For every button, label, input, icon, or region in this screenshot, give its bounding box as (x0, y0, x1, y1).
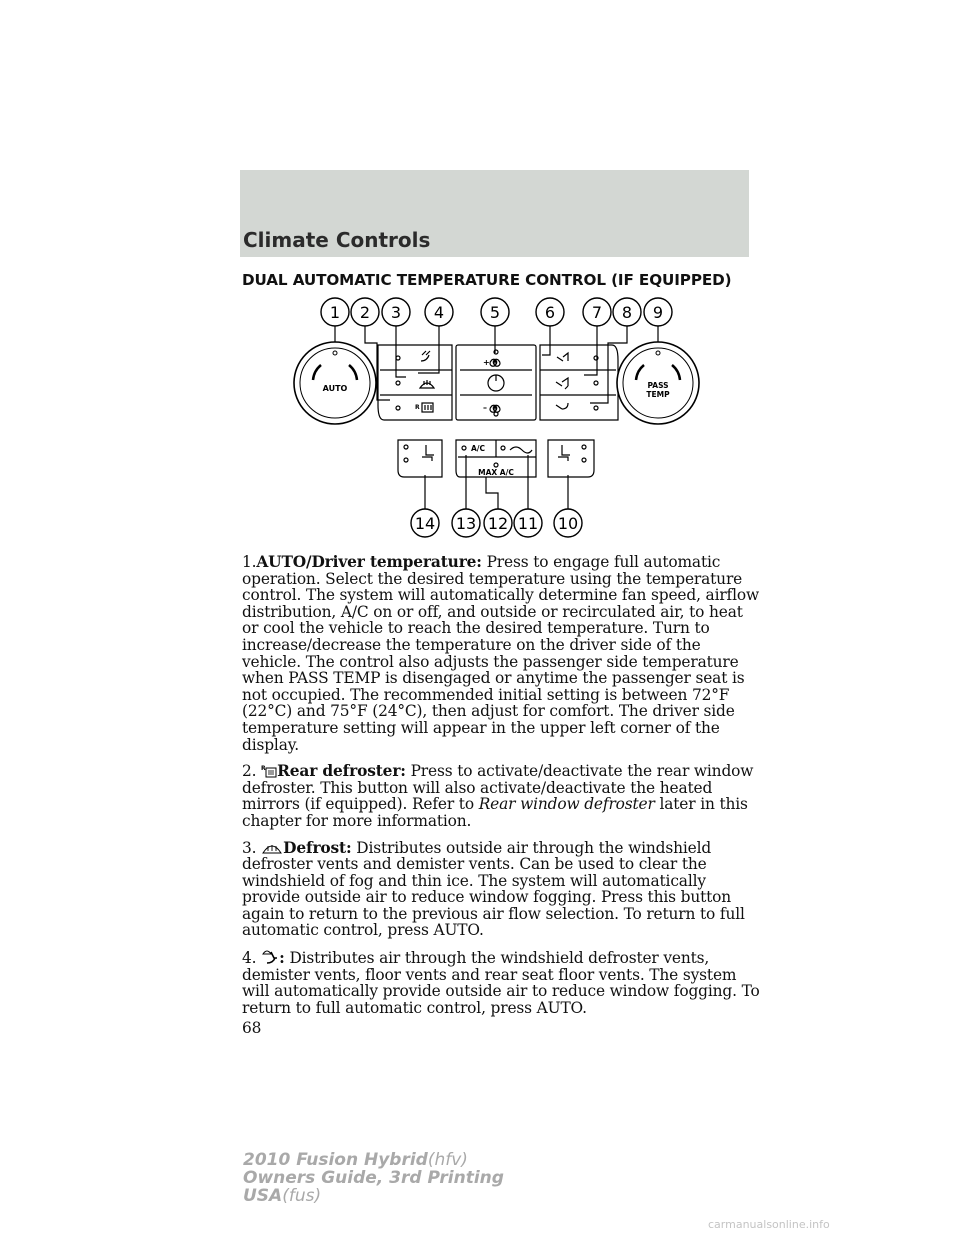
ac-label: A/C (470, 444, 486, 453)
fan-control-column (456, 345, 536, 420)
callout-9 (644, 298, 672, 326)
footer (243, 1151, 504, 1205)
callouts-top (321, 298, 672, 326)
footer-model-code: (hfv) (427, 1150, 468, 1170)
svg-text:2: 2 (359, 303, 371, 322)
svg-text:10: 10 (557, 514, 579, 533)
item-1 (242, 554, 762, 753)
svg-text:4: 4 (433, 303, 445, 322)
item-text: Press to engage full automatic operation. Select the desired temperature using the temperature control. The system will automatically determine fan speed, airflow distribution, A/C on or off, and outside or recirculated air, to heat or cool the vehicle to reach the desired temperature. Turn to increase/decrease the temperature on the driver side of the vehicle. The control also adjusts the passenger side temperature when PASS TEMP is disengaged or anytime the passenger seat is not occupied. The recommended initial setting is between 72°F (22°C) and 75°F (24°C), then adjust for comfort. The driver side temperature setting will appear in the upper left corner of the display. (242, 553, 760, 754)
svg-text:8: 8 (621, 303, 633, 322)
footer-market-code: (fus) (282, 1186, 322, 1206)
callout-8 (613, 298, 641, 326)
item-text-end: later in this chapter for more information. (242, 795, 748, 830)
svg-text:7: 7 (591, 303, 603, 322)
callout-4 (425, 298, 453, 326)
footer-model: 2010 Fusion Hybrid (243, 1150, 428, 1170)
svg-text:3: 3 (390, 303, 402, 322)
fan-plus-label: + (483, 358, 490, 367)
manual-content (242, 554, 762, 1037)
svg-text:6: 6 (544, 303, 556, 322)
callout-12 (484, 509, 512, 537)
callout-13 (452, 509, 480, 537)
callout-2 (351, 298, 379, 326)
item-reference: Rear window defroster (478, 795, 655, 814)
callout-3 (382, 298, 410, 326)
max-ac-label: MAX A/C (478, 468, 514, 477)
leader-lines (335, 325, 658, 509)
footer-market: USA (243, 1186, 283, 1206)
defrost-icon (261, 841, 283, 855)
callout-14 (411, 509, 439, 537)
page-title: Climate Controls (243, 228, 431, 252)
pass-temp-knob (617, 342, 699, 424)
section-heading: DUAL AUTOMATIC TEMPERATURE CONTROL (IF EQUIPPED) (242, 271, 732, 289)
svg-text:9: 9 (652, 303, 664, 322)
climate-control-diagram (280, 295, 700, 545)
callout-6 (536, 298, 564, 326)
temp-label: TEMP (646, 390, 670, 399)
callout-5 (481, 298, 509, 326)
item-text: Distributes air through the windshield defroster vents, demister vents, floor vents and rear seat floor vents. The system will automatically provide outside air to reduce window fogging. To return to full automatic control, press AUTO. (242, 949, 760, 1017)
fan-minus-label: – (483, 403, 487, 412)
item-4 (242, 949, 762, 1016)
item-title: : (279, 949, 285, 968)
svg-text:11: 11 (517, 514, 539, 533)
item-text: Press to activate/deactivate the rear window defroster. This button will also activate/deactivate the heated mirrors (if equipped). Refer to (242, 762, 754, 814)
item-number: 4. (242, 949, 257, 968)
item-number: 3. (242, 838, 257, 857)
item-text: Distributes outside air through the windshield defroster vents and demister vents. Can be used to clear the windshield of fog and thin ice. The system will automatically provide outside air to reduce window fogging. Press this button again to return to the previous air flow selection. To return to full automatic control, press AUTO. (242, 838, 745, 940)
pass-label: PASS (647, 381, 669, 390)
callout-1 (321, 298, 349, 326)
item-3 (242, 840, 762, 940)
item-number: 1. (242, 553, 257, 571)
auto-driver-temp-knob (294, 342, 376, 424)
svg-text:5: 5 (489, 303, 501, 322)
item-2 (242, 763, 762, 829)
footer-printing: Owners Guide, 3rd Printing (243, 1168, 504, 1188)
callout-10 (554, 509, 582, 537)
callouts-bottom (411, 509, 582, 537)
callout-7 (583, 298, 611, 326)
page-number: 68 (242, 1019, 262, 1038)
item-title: Defrost: (283, 838, 352, 857)
item-title: Rear defroster: (277, 762, 406, 781)
svg-text:14: 14 (414, 514, 436, 533)
rear-defrost-icon (261, 764, 277, 778)
callout-11 (514, 509, 542, 537)
floor-defrost-icon (261, 949, 279, 965)
auto-label: AUTO (322, 384, 348, 393)
svg-text:1: 1 (329, 303, 341, 322)
watermark: carmanualsonline.info (708, 1218, 830, 1231)
svg-text:13: 13 (455, 514, 477, 533)
rear-r-label: R (415, 404, 420, 411)
right-button-column (540, 345, 618, 420)
item-number: 2. (242, 762, 257, 781)
item-title: AUTO/Driver temperature: (256, 553, 482, 571)
svg-text:12: 12 (487, 514, 509, 533)
svg-text:R: R (261, 765, 266, 773)
